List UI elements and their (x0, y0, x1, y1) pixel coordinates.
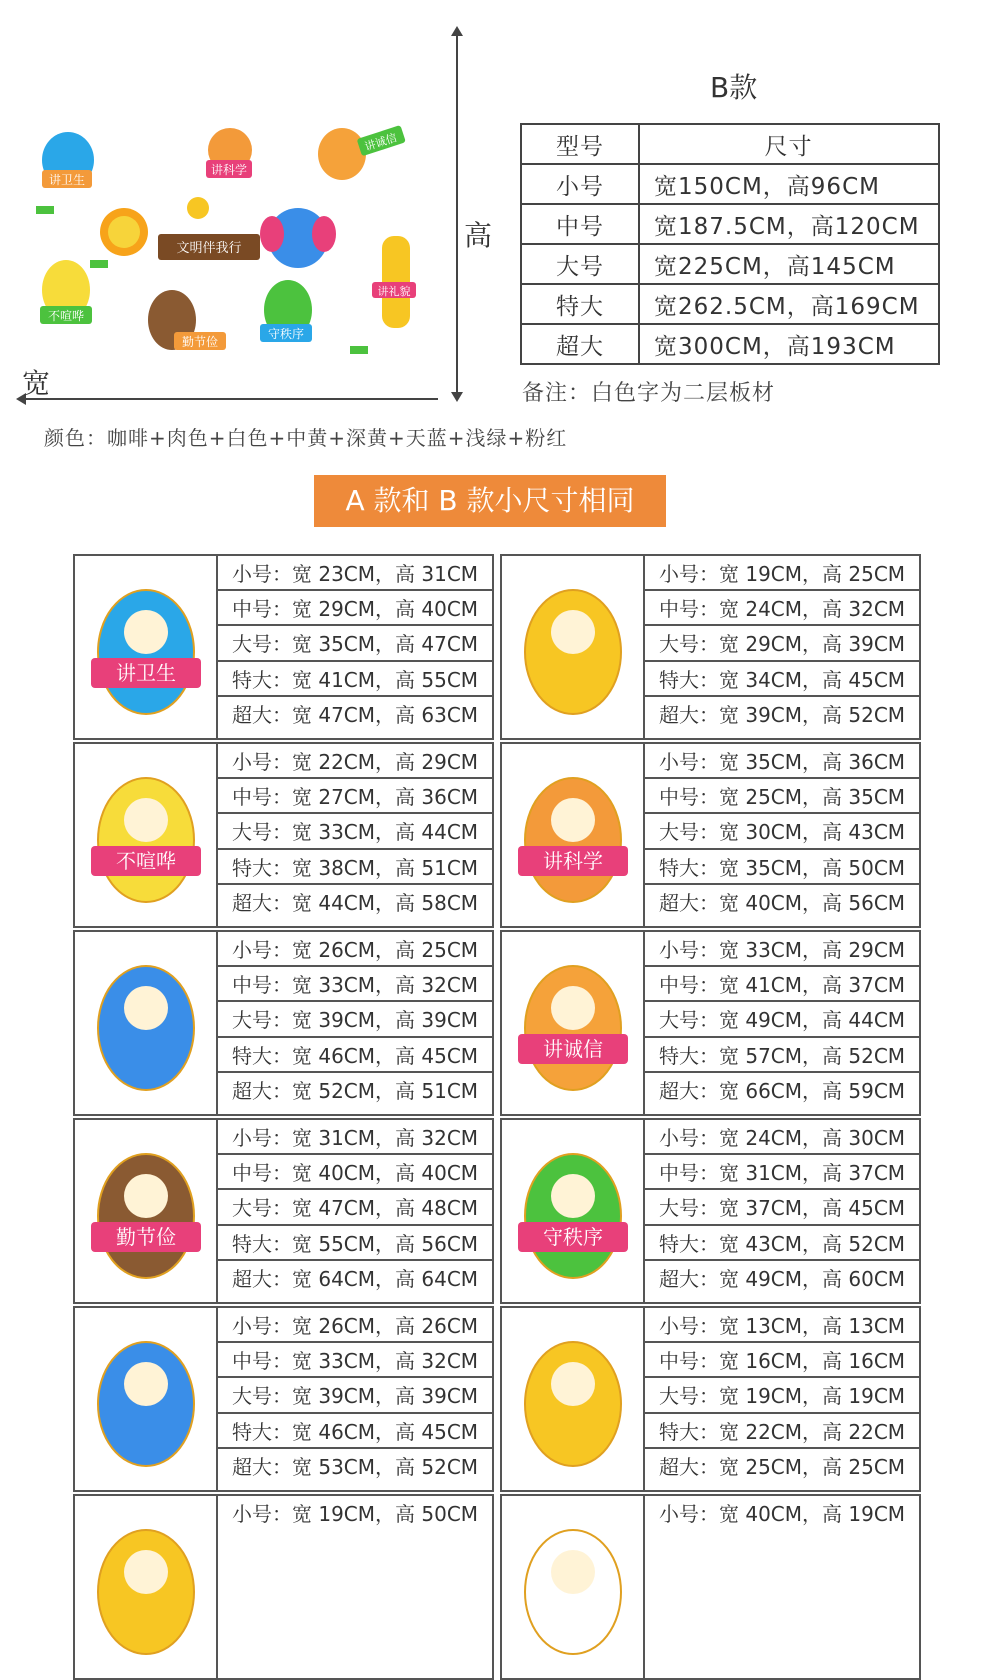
size-card (73, 1306, 494, 1492)
size-row: 特大：宽 46CM，高 45CM (218, 1414, 492, 1449)
size-row: 小号：宽 13CM，高 13CM (645, 1308, 919, 1343)
size-row: 特大：宽 43CM，高 52CM (645, 1226, 919, 1261)
character-sign-text: 勤节俭 (116, 1225, 176, 1249)
character-icon (81, 1314, 211, 1484)
size-row: 超大：宽 66CM，高 59CM (659, 1078, 906, 1103)
size-row: 中号：宽 25CM，高 35CM (645, 779, 919, 814)
width-dimension-arrow (18, 398, 438, 400)
character-sign-text: 守秩序 (543, 1225, 603, 1249)
size-row: 超大：宽 47CM，高 63CM (232, 702, 479, 727)
table-row (521, 204, 939, 244)
size-row: 大号：宽 30CM，高 43CM (645, 814, 919, 849)
size-rows (218, 1120, 492, 1302)
sign-text: 不喧哗 (47, 309, 85, 323)
model-cell: 小号 (521, 164, 639, 204)
character-icon (508, 1126, 638, 1296)
sign-text: 文明伴我行 (176, 241, 242, 256)
width-label: 宽 (22, 367, 51, 400)
size-row: 超大：宽 64CM，高 64CM (232, 1266, 479, 1291)
size-row: 中号：宽 16CM，高 16CM (645, 1343, 919, 1378)
character-image (502, 1120, 645, 1302)
size-rows (218, 556, 492, 738)
size-row: 特大：宽 41CM，高 55CM (218, 662, 492, 697)
size-rows (218, 744, 492, 926)
size-row: 大号：宽 39CM，高 39CM (218, 1002, 492, 1037)
table-row (521, 324, 939, 364)
wall-sticker-illustration (20, 110, 440, 370)
character-image (502, 932, 645, 1114)
header-size: 尺寸 (639, 124, 939, 164)
character-icon (81, 938, 211, 1108)
b-table-title: B款 (710, 71, 758, 104)
character-icon (81, 1126, 211, 1296)
size-row: 超大：宽 40CM，高 56CM (659, 890, 906, 915)
size-row: 特大：宽 38CM，高 51CM (218, 850, 492, 885)
size-rows (218, 1308, 492, 1490)
size-rows (218, 932, 492, 1114)
size-cell: 宽300CM，高193CM (639, 324, 939, 364)
table-row (521, 284, 939, 324)
size-rows (645, 744, 919, 926)
model-cell: 中号 (521, 204, 639, 244)
size-card (500, 554, 921, 740)
size-row: 大号：宽 33CM，高 44CM (218, 814, 492, 849)
size-row: 特大：宽 57CM，高 52CM (645, 1038, 919, 1073)
b-size-table (520, 123, 940, 365)
height-dimension-arrow (456, 28, 458, 400)
size-rows (645, 1496, 919, 1678)
size-card (73, 1118, 494, 1304)
character-sign-text: 讲卫生 (116, 661, 176, 685)
size-row: 小号：宽 19CM，高 25CM (645, 556, 919, 591)
character-icon (508, 562, 638, 732)
size-row: 超大：宽 44CM，高 58CM (232, 890, 479, 915)
character-icon (81, 1502, 211, 1672)
size-row: 大号：宽 49CM，高 44CM (645, 1002, 919, 1037)
character-image (502, 556, 645, 738)
size-row: 中号：宽 27CM，高 36CM (218, 779, 492, 814)
size-row: 大号：宽 37CM，高 45CM (645, 1190, 919, 1225)
size-rows (645, 1308, 919, 1490)
size-cell: 宽150CM，高96CM (639, 164, 939, 204)
model-cell: 超大 (521, 324, 639, 364)
size-row: 中号：宽 29CM，高 40CM (218, 591, 492, 626)
size-rows (645, 1120, 919, 1302)
character-icon (508, 1502, 638, 1672)
model-cell: 大号 (521, 244, 639, 284)
character-image (502, 1308, 645, 1490)
character-image (75, 1120, 218, 1302)
size-row: 中号：宽 33CM，高 32CM (218, 967, 492, 1002)
size-row: 超大：宽 53CM，高 52CM (232, 1454, 479, 1479)
height-label: 高 (464, 219, 493, 252)
header-model: 型号 (521, 124, 639, 164)
size-row: 中号：宽 41CM，高 37CM (645, 967, 919, 1002)
size-row: 大号：宽 47CM，高 48CM (218, 1190, 492, 1225)
size-card (73, 554, 494, 740)
character-image (75, 932, 218, 1114)
size-rows (218, 1496, 492, 1678)
size-cell: 宽187.5CM，高120CM (639, 204, 939, 244)
size-row: 小号：宽 23CM，高 31CM (218, 556, 492, 591)
size-card (73, 1494, 494, 1680)
size-banner: A 款和 B 款小尺寸相同 (314, 475, 666, 527)
character-sign-text: 讲科学 (543, 849, 603, 873)
sign-text: 勤节俭 (181, 335, 219, 349)
table-header-row (521, 124, 939, 164)
size-row: 小号：宽 24CM，高 30CM (645, 1120, 919, 1155)
size-card (500, 1306, 921, 1492)
table-row (521, 164, 939, 204)
size-row: 小号：宽 31CM，高 32CM (218, 1120, 492, 1155)
sign-text: 讲礼貌 (377, 285, 411, 298)
size-row: 大号：宽 35CM，高 47CM (218, 626, 492, 661)
size-row: 特大：宽 35CM，高 50CM (645, 850, 919, 885)
size-cell: 宽262.5CM，高169CM (639, 284, 939, 324)
size-card (73, 930, 494, 1116)
size-cell: 宽225CM，高145CM (639, 244, 939, 284)
character-image (75, 1496, 218, 1678)
size-row: 大号：宽 39CM，高 39CM (218, 1378, 492, 1413)
size-row: 中号：宽 31CM，高 37CM (645, 1155, 919, 1190)
size-row: 中号：宽 40CM，高 40CM (218, 1155, 492, 1190)
size-row: 特大：宽 46CM，高 45CM (218, 1038, 492, 1073)
size-card (500, 930, 921, 1116)
material-note: 备注：白色字为二层板材 (522, 381, 776, 406)
character-image (502, 744, 645, 926)
size-card (73, 742, 494, 928)
size-card (500, 742, 921, 928)
character-icon (508, 938, 638, 1108)
size-row: 小号：宽 33CM，高 29CM (645, 932, 919, 967)
size-row: 特大：宽 22CM，高 22CM (645, 1414, 919, 1449)
sign-text: 守秩序 (267, 327, 305, 341)
size-row: 小号：宽 40CM，高 19CM (659, 1502, 906, 1526)
size-row: 大号：宽 19CM，高 19CM (645, 1378, 919, 1413)
size-row: 小号：宽 35CM，高 36CM (645, 744, 919, 779)
character-icon (81, 562, 211, 732)
character-image (75, 1308, 218, 1490)
size-rows (645, 556, 919, 738)
character-image (75, 744, 218, 926)
size-row: 中号：宽 24CM，高 32CM (645, 591, 919, 626)
size-rows (645, 932, 919, 1114)
size-card (500, 1118, 921, 1304)
size-row: 大号：宽 29CM，高 39CM (645, 626, 919, 661)
model-cell: 特大 (521, 284, 639, 324)
size-row: 中号：宽 33CM，高 32CM (218, 1343, 492, 1378)
size-row: 小号：宽 19CM，高 50CM (232, 1502, 479, 1526)
character-icon (81, 750, 211, 920)
size-row: 超大：宽 25CM，高 25CM (659, 1454, 906, 1479)
size-row: 特大：宽 55CM，高 56CM (218, 1226, 492, 1261)
size-row: 超大：宽 52CM，高 51CM (232, 1078, 479, 1103)
size-card (500, 1494, 921, 1680)
size-row: 超大：宽 49CM，高 60CM (659, 1266, 906, 1291)
size-row: 超大：宽 39CM，高 52CM (659, 702, 906, 727)
character-icon (508, 1314, 638, 1484)
size-row: 小号：宽 22CM，高 29CM (218, 744, 492, 779)
sign-text: 讲科学 (210, 163, 248, 177)
character-image (75, 556, 218, 738)
character-image (502, 1496, 645, 1678)
character-icon (508, 750, 638, 920)
sign-text: 讲诚信 (363, 131, 399, 154)
size-row: 特大：宽 34CM，高 45CM (645, 662, 919, 697)
character-sign-text: 不喧哗 (116, 849, 176, 873)
character-sign-text: 讲诚信 (543, 1037, 603, 1061)
size-row: 小号：宽 26CM，高 26CM (218, 1308, 492, 1343)
table-row (521, 244, 939, 284)
size-row: 小号：宽 26CM，高 25CM (218, 932, 492, 967)
color-list: 颜色：咖啡+肉色+白色+中黄+深黄+天蓝+浅绿+粉红 (44, 426, 568, 450)
sign-text: 讲卫生 (48, 173, 86, 187)
